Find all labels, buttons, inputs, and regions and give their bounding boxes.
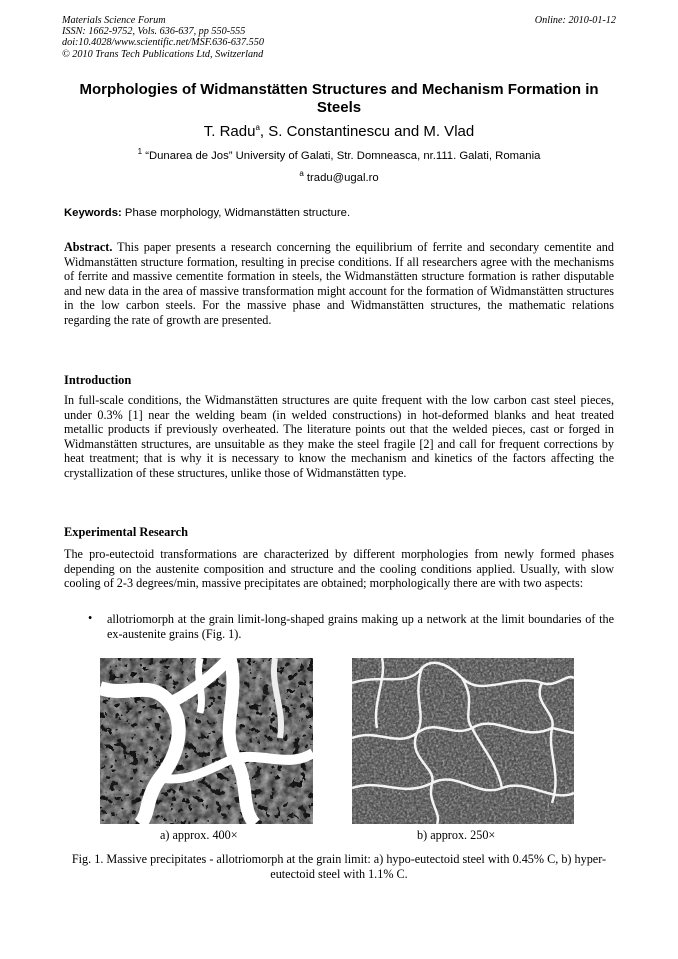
figure-caption-b: b) approx. 250× (417, 828, 496, 842)
keywords-text: Phase morphology, Widmanstätten structure. (121, 207, 351, 219)
author-first-sup: a (255, 123, 260, 132)
issn-line: ISSN: 1662-9752, Vols. 636-637, pp 550-555 (62, 26, 246, 38)
author-list (0, 123, 678, 140)
introduction-heading: Introduction (64, 373, 132, 387)
abstract-text: This paper presents a research concerning the equilibrium of ferrite and secondary cementite and Widmanstätten structure formation, resulting in precise conditions. If all researchers agree with the mechanisms of ferrite and massive cementite formation in steels, the Widmanstätten structure formation is rather disputable and new data in the area of massive transformation might account for the formation of Widmanstätten structures in the low carbon steels. For the massive phase and Widmanstätten structures, the mathematic relations regarding the rate of growth are presented. (64, 240, 614, 327)
bullet-item: allotriomorph at the grain limit-long-shaped grains making up a network at the limit boundaries of the ex-austenite grains (Fig. 1). (107, 612, 614, 641)
introduction-text: In full-scale conditions, the Widmanstätten structures are quite frequent with the low carbon cast steel pieces, under 0.3% [1] near the welding beam (in welded constructions) in hot-deformed blanks and heat treated metallic products if previously overheated. The literature points out that the welded pieces, cast or forged in Widmanstätten structures, are unsuitable as they make the steel fragile [2] and call for frequent corrections by heat treatment; that is why it is necessary to know the mechanism and kinetics of the factors affecting the crystallization of these structures, unlike those of Widmanstätten type. (64, 393, 614, 480)
affiliation (0, 147, 678, 162)
affiliation-sup: 1 (137, 147, 143, 157)
email-sup: a (299, 169, 304, 179)
abstract (64, 240, 614, 328)
micrograph-b (352, 658, 574, 824)
author-first: T. Radu (203, 123, 256, 140)
email-text[interactable]: tradu@ugal.ro (303, 172, 379, 184)
experimental-text: The pro-eutectoid transformations are characterized by different morphologies from newly formed phases depending on the austenite composition and structure and the cooling conditions applied. Usually, with slow cooling of 2-3 degrees/min, massive precipitates are obtained; morphologically there are with two aspects: (64, 547, 614, 591)
journal-name: Materials Science Forum (62, 15, 166, 26)
figure-caption-a: a) approx. 400× (160, 828, 238, 842)
author-rest: , S. Constantinescu and M. Vlad (259, 123, 475, 140)
running-header (62, 15, 616, 60)
affiliation-text: “Dunarea de Jos” University of Galati, Str. Domneasca, nr.111. Galati, Romania (142, 150, 541, 162)
doi-line[interactable]: doi:10.4028/www.scientific.net/MSF.636-637.550 (62, 37, 264, 49)
keywords (64, 207, 614, 219)
micrograph-a (100, 658, 313, 824)
online-date: Online: 2010-01-12 (534, 15, 616, 26)
copyright-line: © 2010 Trans Tech Publications Ltd, Switzerland (62, 48, 264, 60)
abstract-label: Abstract. (64, 240, 113, 254)
experimental-heading: Experimental Research (64, 525, 188, 539)
author-email (0, 169, 678, 184)
paper-title: Morphologies of Widmanstätten Structures and Mechanism Formation in Steels (79, 81, 599, 116)
keywords-label: Keywords: (64, 207, 122, 219)
bullet-dot: • (88, 611, 93, 625)
figure-caption: Fig. 1. Massive precipitates - allotriomorph at the grain limit: a) hypo-eutectoid steel with 0.45% C, b) hyper-eutectoid steel with 1.1% C. (71, 852, 607, 881)
